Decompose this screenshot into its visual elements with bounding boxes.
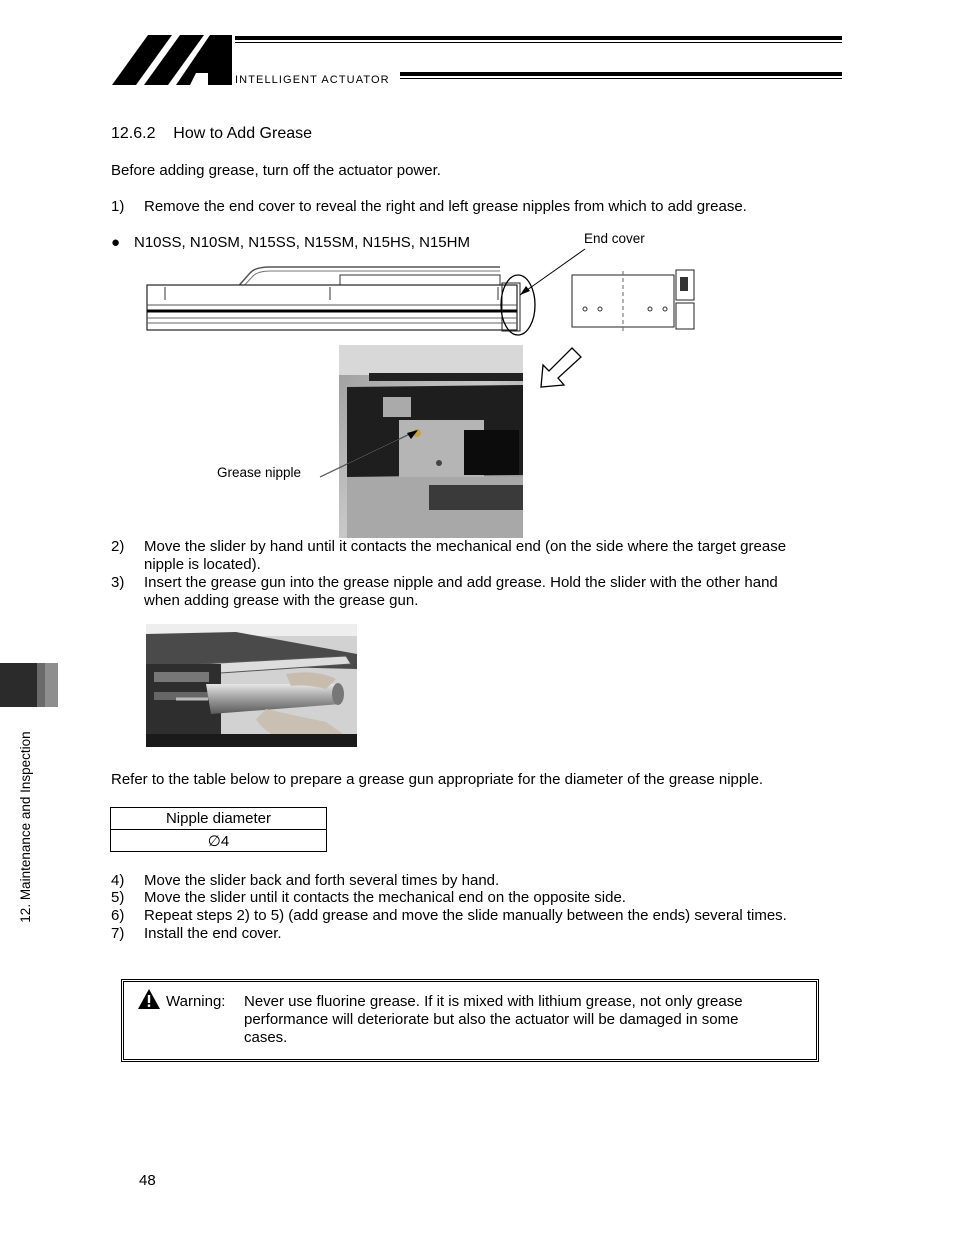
header-rule-bottom	[400, 72, 842, 76]
step-text: when adding grease with the grease gun.	[144, 592, 419, 609]
table-cell: ∅4	[111, 830, 327, 852]
model-list: N10SS, N10SM, N15SS, N15SM, N15HS, N15HM	[134, 234, 470, 251]
warning-text: performance will deteriorate but also the actuator will be damaged in some	[244, 1011, 739, 1028]
step-number: 6)	[111, 907, 125, 924]
direction-arrow-icon	[536, 345, 584, 390]
grease-gun-photo	[146, 624, 357, 747]
page-number: 48	[139, 1172, 156, 1189]
warning-box	[121, 979, 819, 1062]
actuator-side-drawing	[140, 245, 700, 340]
step-text: Repeat steps 2) to 5) (add grease and move the slide manually between the ends) several times.	[144, 907, 787, 924]
header-rule-top	[235, 36, 842, 40]
nipple-diameter-table	[110, 807, 327, 852]
bullet-icon: ●	[111, 234, 121, 251]
step-number: 2)	[111, 538, 125, 555]
step-text: Move the slider back and forth several times by hand.	[144, 872, 500, 889]
brand-text: INTELLIGENT ACTUATOR	[235, 74, 390, 86]
step-number: 1)	[111, 198, 125, 215]
step-number: 7)	[111, 925, 125, 942]
grease-nipple-label: Grease nipple	[217, 465, 302, 480]
step-text: nipple is located).	[144, 556, 261, 573]
step-text: Move the slider by hand until it contacts the mechanical end (on the side where the target grease	[144, 538, 787, 555]
warning-label: Warning:	[166, 993, 226, 1010]
step-number: 4)	[111, 872, 125, 889]
step-number: 3)	[111, 574, 125, 591]
table-row	[111, 830, 327, 852]
step-text: Insert the grease gun into the grease nipple and add grease. Hold the slider with the other hand	[144, 574, 778, 591]
step-text: Remove the end cover to reveal the right and left grease nipples from which to add grease.	[144, 198, 747, 215]
header-rule-top-thin	[235, 42, 842, 43]
header-rule-bottom-thin	[400, 78, 842, 79]
chapter-side-label: 12. Maintenance and Inspection	[18, 731, 33, 923]
warning-text: cases.	[244, 1029, 288, 1046]
grease-nipple-leader	[318, 425, 423, 480]
table-intro: Refer to the table below to prepare a grease gun appropriate for the diameter of the grease nipple.	[111, 771, 764, 788]
end-cover-label: End cover	[584, 231, 645, 246]
table-row	[111, 808, 327, 830]
warning-icon	[137, 988, 161, 1010]
step-text: Install the end cover.	[144, 925, 282, 942]
company-logo	[110, 33, 235, 87]
step-text: Move the slider until it contacts the mechanical end on the opposite side.	[144, 889, 626, 906]
table-header-cell: Nipple diameter	[111, 808, 327, 830]
chapter-tab	[0, 663, 58, 707]
intro-text: Before adding grease, turn off the actuator power.	[111, 162, 441, 179]
warning-text: Never use fluorine grease. If it is mixed with lithium grease, not only grease	[244, 993, 743, 1010]
step-number: 5)	[111, 889, 125, 906]
section-title: 12.6.2 How to Add Grease	[111, 125, 313, 142]
